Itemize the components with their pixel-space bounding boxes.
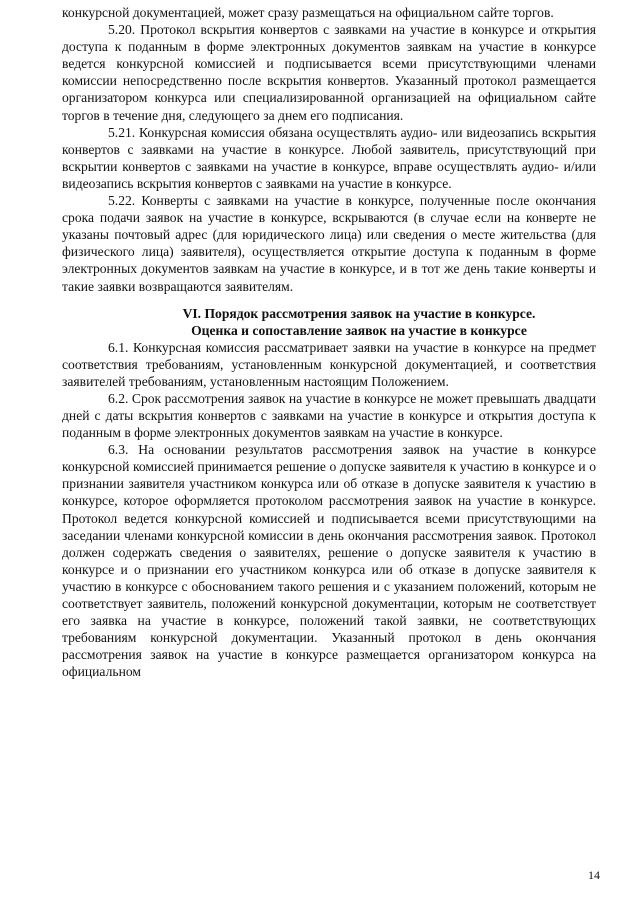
page-number: 14 [588,868,600,882]
paragraph-5-20: 5.20. Протокол вскрытия конвертов с заявками на участие в конкурсе и открытия доступа к поданным в форме электронных документов заявкам на участие в конкурсе ведется конкурсной комиссией и подписывается всеми присутствующими членами комиссии непосредственно после вскрытия конвертов. Указанный протокол размещается организатором конкурса или специализированной организацией на официальном сайте торгов в течение дня, следующего за днем его подписания. [62,22,596,123]
section-heading-line-2: Оценка и сопоставление заявок на участие в конкурсе [191,322,527,338]
section-heading-line-1: VI. Порядок рассмотрения заявок на участие в конкурсе. [182,305,536,321]
paragraph-6-2: 6.2. Срок рассмотрения заявок на участие в конкурсе не может превышать двадцати дней с даты вскрытия конвертов с заявками на участие в конкурсе и открытия доступа к поданным в форме электронных документов заявкам на участие в конкурсе. [62,390,596,441]
paragraph-5-21: 5.21. Конкурсная комиссия обязана осуществлять аудио- или видеозапись вскрытия конвертов с заявками на участие в конкурсе. Любой заявитель, присутствующий при вскрытии конвертов с заявками на участие в конкурсе, вправе осуществлять аудио- и/или видеозапись вскрытия конвертов с заявками на участие в конкурсе. [62,124,596,191]
section-heading [62,305,596,339]
paragraph-5-22: 5.22. Конверты с заявками на участие в конкурсе, полученные после окончания срока подачи заявок на участие в конкурсе, вскрываются (в случае если на конверте не указаны почтовый адрес (для юридического лица) или сведения о месте жительства (для физического лица) заявителя), осуществляется открытие доступа к поданным в форме электронных документов заявкам на участие в конкурсе, и в тот же день такие конверты и такие заявки возвращаются заявителям. [62,193,596,294]
paragraph-6-1: 6.1. Конкурсная комиссия рассматривает заявки на участие в конкурсе на предмет соответствия требованиям, установленным конкурсной документацией, и соответствия заявителей требованиям, установленным настоящим Положением. [62,339,596,389]
page-body [62,4,596,680]
paragraph-6-3: 6.3. На основании результатов рассмотрения заявок на участие в конкурсе конкурсной комиссией принимается решение о допуске заявителя к участию в конкурсе и о признании заявителя участником конкурса или об отказе в допуске заявителя к участию в конкурсе, которое оформляется протоколом рассмотрения заявок на участие в конкурсе. Протокол ведется конкурсной комиссией и подписывается всеми присутствующими на заседании членами конкурсной комиссии в день окончания рассмотрения заявок. Протокол должен содержать сведения о заявителях, решение о допуске заявителя к участию в конкурсе и о признании его участником конкурса или об отказе в допуске заявителя к участию в конкурсе с обоснованием такого решения и с указанием положений, которым не соответствует заявитель, положений конкурсной документации, которым не соответствует его заявка на участие в конкурсе, положений такой заявки, не соответствующих требованиям конкурсной документации. Указанный протокол в день окончания рассмотрения заявок на участие в конкурсе размещается организатором конкурса на официальном [62,442,596,680]
paragraph-continuation: конкурсной документацией, может сразу размещаться на официальном сайте торгов. [62,5,554,20]
